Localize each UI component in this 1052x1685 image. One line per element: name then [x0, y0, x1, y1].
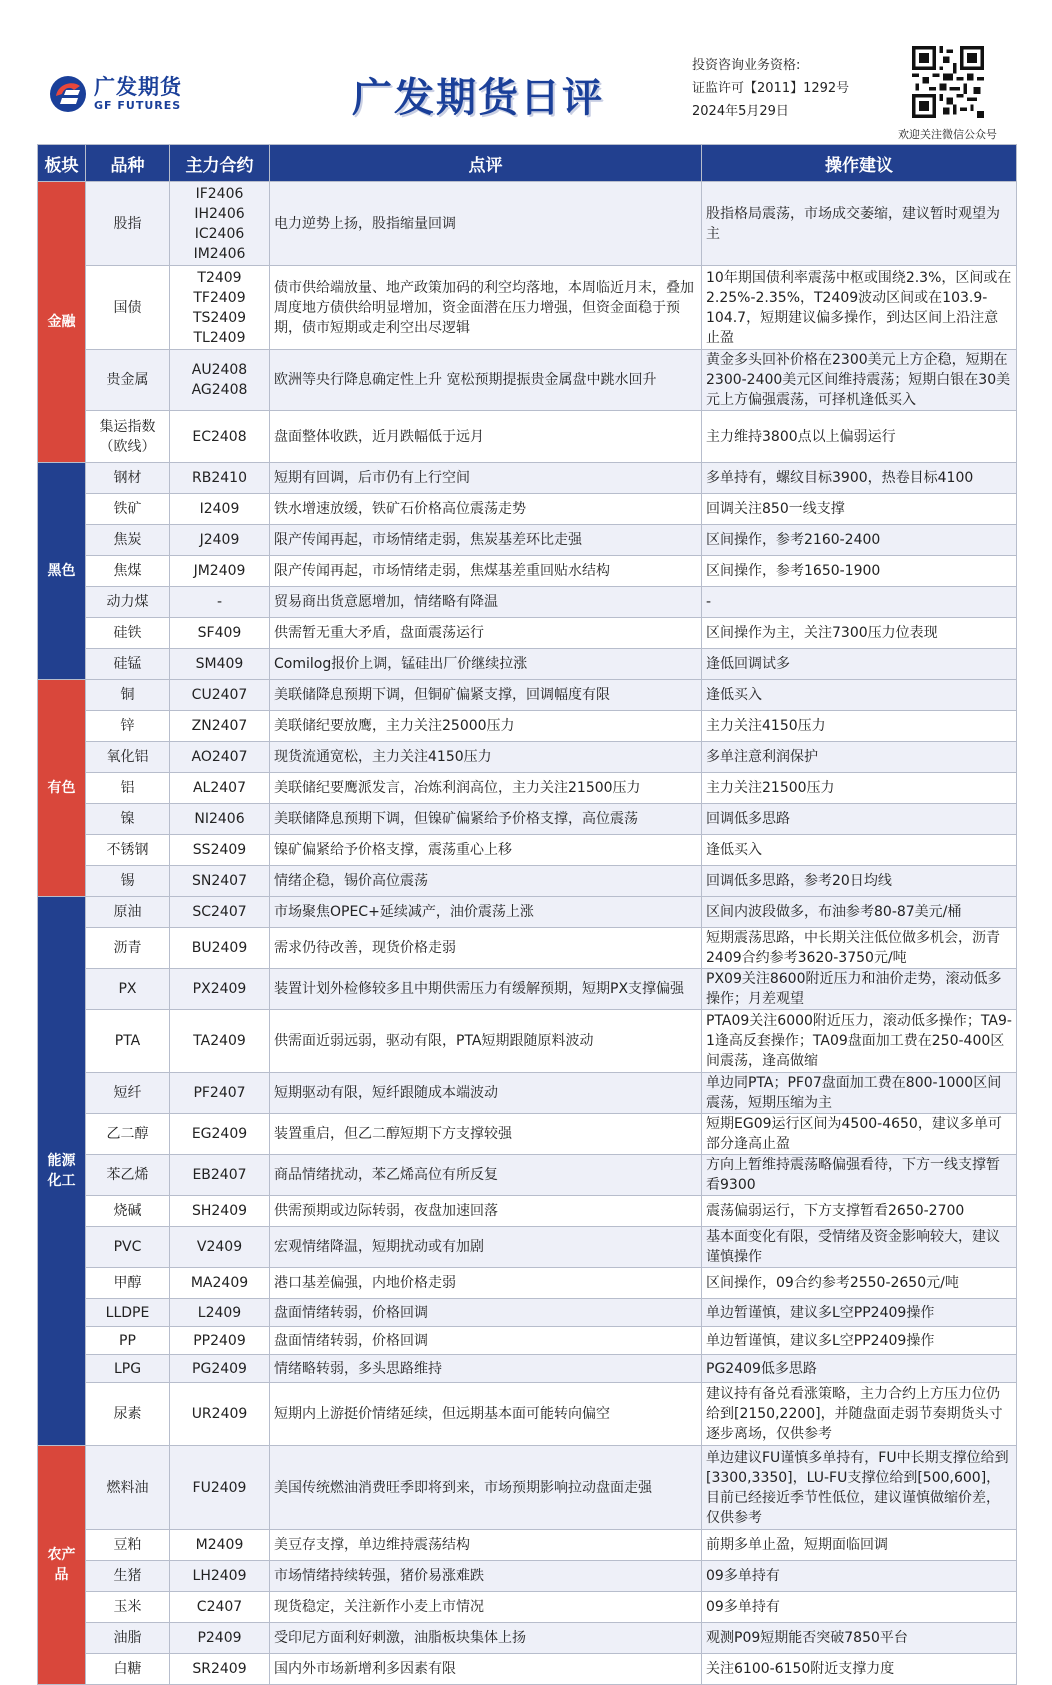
advice-cell: 09多单持有	[702, 1561, 1017, 1592]
table-row	[38, 182, 1017, 266]
header-sector: 板块	[38, 145, 86, 182]
variety-cell: PP	[86, 1327, 170, 1355]
table-row	[38, 928, 1017, 969]
comment-cell: 短期有回调，后市仍有上行空间	[270, 463, 702, 494]
license-line: 证监许可【2011】1292号	[692, 81, 850, 96]
contract-cell: ZN2407	[170, 711, 270, 742]
contract-cell: AL2407	[170, 773, 270, 804]
comment-cell: 装置计划外检修较多且中期供需压力有缓解预期，短期PX支撑偏强	[270, 969, 702, 1010]
advice-cell: 方向上暂维持震荡略偏强看待，下方一线支撑暂看9300	[702, 1155, 1017, 1196]
daily-review-table	[37, 144, 1017, 1685]
advice-cell: 区间内波段做多，布油参考80-87美元/桶	[702, 897, 1017, 928]
advice-cell: 建议持有备兑看涨策略，主力合约上方压力位仍给到[2150,2200]，并随盘面走弱节奏期货头寸逐步离场，仅供参考	[702, 1383, 1017, 1446]
advice-cell: -	[702, 587, 1017, 618]
table-row	[38, 1327, 1017, 1355]
comment-cell: 盘面整体收跌，近月跌幅低于远月	[270, 411, 702, 463]
contract-cell: SC2407	[170, 897, 270, 928]
advice-cell: 区间操作，参考1650-1900	[702, 556, 1017, 587]
contract-cell: V2409	[170, 1227, 270, 1268]
advice-cell: 回调低多思路	[702, 804, 1017, 835]
comment-cell: 情绪企稳，锡价高位震荡	[270, 866, 702, 897]
variety-cell: 白糖	[86, 1654, 170, 1685]
comment-cell: 美豆存支撑，单边维持震荡结构	[270, 1530, 702, 1561]
comment-cell: 供需预期或边际转弱，夜盘加速回落	[270, 1196, 702, 1227]
contract-cell: IF2406 IH2406 IC2406 IM2406	[170, 182, 270, 266]
comment-cell: 商品情绪扰动，苯乙烯高位有所反复	[270, 1155, 702, 1196]
contract-cell: EB2407	[170, 1155, 270, 1196]
table-row	[38, 525, 1017, 556]
contract-cell: AU2408 AG2408	[170, 350, 270, 411]
logo-cn-text: 广发期货	[94, 75, 182, 99]
table-row	[38, 1383, 1017, 1446]
variety-cell: 氧化铝	[86, 742, 170, 773]
contract-cell: BU2409	[170, 928, 270, 969]
variety-cell: 锌	[86, 711, 170, 742]
table-row	[38, 556, 1017, 587]
contract-cell: NI2406	[170, 804, 270, 835]
advice-cell: 主力关注21500压力	[702, 773, 1017, 804]
contract-cell: SM409	[170, 649, 270, 680]
advice-cell: 单边同PTA；PF07盘面加工费在800-1000区间震荡，短期压缩为主	[702, 1073, 1017, 1114]
contract-cell: UR2409	[170, 1383, 270, 1446]
sector-cell: 有色	[38, 680, 86, 897]
sector-cell: 农产品	[38, 1446, 86, 1685]
table-row	[38, 866, 1017, 897]
table-row	[38, 773, 1017, 804]
qualification-info	[692, 54, 849, 123]
advice-cell: 观测P09短期能否突破7850平台	[702, 1623, 1017, 1654]
contract-cell: JM2409	[170, 556, 270, 587]
advice-cell: 黄金多头回补价格在2300美元上方企稳，短期在2300-2400美元区间维持震荡；短期白银在30美元上方偏强震荡，可择机逢低买入	[702, 350, 1017, 411]
comment-cell: 市场聚焦OPEC+延续减产，油价震荡上涨	[270, 897, 702, 928]
advice-cell: 多单注意利润保护	[702, 742, 1017, 773]
comment-cell: 美联储纪要放鹰，主力关注25000压力	[270, 711, 702, 742]
contract-cell: PP2409	[170, 1327, 270, 1355]
header-advice: 操作建议	[702, 145, 1017, 182]
advice-cell: 单边暂谨慎，建议多L空PP2409操作	[702, 1327, 1017, 1355]
variety-cell: 铝	[86, 773, 170, 804]
variety-cell: PTA	[86, 1010, 170, 1073]
advice-cell: 区间操作，09合约参考2550-2650元/吨	[702, 1268, 1017, 1299]
comment-cell: 铁水增速放缓，铁矿石价格高位震荡走势	[270, 494, 702, 525]
comment-cell: 供需暂无重大矛盾，盘面震荡运行	[270, 618, 702, 649]
contract-cell: -	[170, 587, 270, 618]
contract-cell: P2409	[170, 1623, 270, 1654]
variety-cell: 股指	[86, 182, 170, 266]
table-row	[38, 1114, 1017, 1155]
header-comment: 点评	[270, 145, 702, 182]
contract-cell: SN2407	[170, 866, 270, 897]
table-row	[38, 1073, 1017, 1114]
comment-cell: 债市供给端放量、地产政策加码的利空均落地，本周临近月末，叠加周度地方债供给明显增加，资金面潜在压力增强，但资金面稳于预期，债市短期或走利空出尽逻辑	[270, 266, 702, 350]
table-row	[38, 1592, 1017, 1623]
contract-cell: L2409	[170, 1299, 270, 1327]
table-row	[38, 804, 1017, 835]
comment-cell: 美国传统燃油消费旺季即将到来，市场预期影响拉动盘面走强	[270, 1446, 702, 1530]
variety-cell: 铜	[86, 680, 170, 711]
contract-cell: C2407	[170, 1592, 270, 1623]
contract-cell: LH2409	[170, 1561, 270, 1592]
table-row	[38, 1530, 1017, 1561]
gf-logo-icon	[48, 74, 88, 114]
variety-cell: 硅铁	[86, 618, 170, 649]
contract-cell: FU2409	[170, 1446, 270, 1530]
contract-cell: EC2408	[170, 411, 270, 463]
table-row	[38, 1355, 1017, 1383]
variety-cell: 尿素	[86, 1383, 170, 1446]
table-header-row	[38, 145, 1017, 182]
advice-cell: PTA09关注6000附近压力，滚动低多操作；TA9-1逢高反套操作；TA09盘面加工费在250-400区间震荡，逢高做缩	[702, 1010, 1017, 1073]
table-row	[38, 969, 1017, 1010]
table-row	[38, 742, 1017, 773]
variety-cell: 乙二醇	[86, 1114, 170, 1155]
contract-cell: CU2407	[170, 680, 270, 711]
variety-cell: 油脂	[86, 1623, 170, 1654]
advice-cell: 区间操作，参考2160-2400	[702, 525, 1017, 556]
variety-cell: 钢材	[86, 463, 170, 494]
table-row	[38, 1623, 1017, 1654]
variety-cell: 沥青	[86, 928, 170, 969]
table-row	[38, 494, 1017, 525]
report-header	[0, 0, 1052, 142]
report-date: 2024年5月29日	[692, 104, 789, 119]
header-contract: 主力合约	[170, 145, 270, 182]
table-row	[38, 587, 1017, 618]
variety-cell: 不锈钢	[86, 835, 170, 866]
table-row	[38, 1227, 1017, 1268]
variety-cell: 生猪	[86, 1561, 170, 1592]
contract-cell: EG2409	[170, 1114, 270, 1155]
advice-cell: 多单持有，螺纹目标3900，热卷目标4100	[702, 463, 1017, 494]
table-row	[38, 1446, 1017, 1530]
contract-cell: J2409	[170, 525, 270, 556]
comment-cell: 美联储降息预期下调，但镍矿偏紧给予价格支撑，高位震荡	[270, 804, 702, 835]
comment-cell: 港口基差偏强，内地价格走弱	[270, 1268, 702, 1299]
variety-cell: 硅锰	[86, 649, 170, 680]
comment-cell: 宏观情绪降温，短期扰动或有加剧	[270, 1227, 702, 1268]
sector-cell: 能源 化工	[38, 897, 86, 1446]
variety-cell: LPG	[86, 1355, 170, 1383]
contract-cell: RB2410	[170, 463, 270, 494]
variety-cell: 焦炭	[86, 525, 170, 556]
table-row	[38, 649, 1017, 680]
table-row	[38, 1268, 1017, 1299]
advice-cell: 10年期国债利率震荡中枢或围绕2.3%，区间或在2.25%-2.35%，T2409波动区间或在103.9-104.7，短期建议偏多操作，到达区间上沿注意止盈	[702, 266, 1017, 350]
variety-cell: 动力煤	[86, 587, 170, 618]
comment-cell: 盘面情绪转弱，价格回调	[270, 1299, 702, 1327]
comment-cell: 贸易商出货意愿增加，情绪略有降温	[270, 587, 702, 618]
comment-cell: 盘面情绪转弱，价格回调	[270, 1327, 702, 1355]
comment-cell: 国内外市场新增利多因素有限	[270, 1654, 702, 1685]
variety-cell: 苯乙烯	[86, 1155, 170, 1196]
advice-cell: PG2409低多思路	[702, 1355, 1017, 1383]
contract-cell: SH2409	[170, 1196, 270, 1227]
variety-cell: PX	[86, 969, 170, 1010]
comment-cell: 短期内上游挺价情绪延续，但远期基本面可能转向偏空	[270, 1383, 702, 1446]
contract-cell: SF409	[170, 618, 270, 649]
comment-cell: 美联储降息预期下调，但铜矿偏紧支撑，回调幅度有限	[270, 680, 702, 711]
qualification-line: 投资咨询业务资格:	[692, 58, 801, 73]
comment-cell: 短期驱动有限，短纤跟随成本端波动	[270, 1073, 702, 1114]
comment-cell: 现货稳定，关注新作小麦上市情况	[270, 1592, 702, 1623]
variety-cell: 国债	[86, 266, 170, 350]
comment-cell: 受印尼方面利好刺激，油脂板块集体上扬	[270, 1623, 702, 1654]
table-row	[38, 1155, 1017, 1196]
header-variety: 品种	[86, 145, 170, 182]
variety-cell: 燃料油	[86, 1446, 170, 1530]
advice-cell: 逢低买入	[702, 835, 1017, 866]
contract-cell: MA2409	[170, 1268, 270, 1299]
comment-cell: 市场情绪持续转强，猪价易涨难跌	[270, 1561, 702, 1592]
variety-cell: 锡	[86, 866, 170, 897]
comment-cell: 装置重启，但乙二醇短期下方支撑较强	[270, 1114, 702, 1155]
contract-cell: PX2409	[170, 969, 270, 1010]
advice-cell: 09多单持有	[702, 1592, 1017, 1623]
table-row	[38, 711, 1017, 742]
variety-cell: 烧碱	[86, 1196, 170, 1227]
qr-caption: 欢迎关注微信公众号	[898, 128, 997, 141]
comment-cell: 现货流通宽松，主力关注4150压力	[270, 742, 702, 773]
comment-cell: 欧洲等央行降息确定性上升 宽松预期提振贵金属盘中跳水回升	[270, 350, 702, 411]
contract-cell: M2409	[170, 1530, 270, 1561]
table-row	[38, 618, 1017, 649]
page-title: 广发期货日评	[352, 74, 604, 121]
contract-cell: PG2409	[170, 1355, 270, 1383]
advice-cell: 关注6100-6150附近支撑力度	[702, 1654, 1017, 1685]
table-row	[38, 1561, 1017, 1592]
advice-cell: 主力维持3800点以上偏弱运行	[702, 411, 1017, 463]
advice-cell: 前期多单止盈，短期面临回调	[702, 1530, 1017, 1561]
contract-cell: I2409	[170, 494, 270, 525]
advice-cell: 单边建议FU谨慎多单持有，FU中长期支撑位给到[3300,3350]，LU-FU支撑位给到[500,600]，目前已经接近季节性低位，建议谨慎做缩价差，仅供参考	[702, 1446, 1017, 1530]
advice-cell: 短期EG09运行区间为4500-4650，建议多单可部分逢高止盈	[702, 1114, 1017, 1155]
contract-cell: SR2409	[170, 1654, 270, 1685]
table-row	[38, 463, 1017, 494]
contract-cell: AO2407	[170, 742, 270, 773]
variety-cell: 镍	[86, 804, 170, 835]
comment-cell: 限产传闻再起，市场情绪走弱，焦煤基差重回贴水结构	[270, 556, 702, 587]
variety-cell: 玉米	[86, 1592, 170, 1623]
table-row	[38, 680, 1017, 711]
variety-cell: 甲醇	[86, 1268, 170, 1299]
comment-cell: 情绪略转弱，多头思路维持	[270, 1355, 702, 1383]
variety-cell: 原油	[86, 897, 170, 928]
advice-cell: 回调低多思路，参考20日均线	[702, 866, 1017, 897]
comment-cell: 镍矿偏紧给予价格支撑，震荡重心上移	[270, 835, 702, 866]
comment-cell: 电力逆势上扬，股指缩量回调	[270, 182, 702, 266]
advice-cell: 逢低买入	[702, 680, 1017, 711]
table-body	[38, 182, 1017, 1685]
advice-cell: 基本面变化有限，受情绪及资金影响较大，建议谨慎操作	[702, 1227, 1017, 1268]
comment-cell: 供需面近弱远弱，驱动有限，PTA短期跟随原料波动	[270, 1010, 702, 1073]
table-row	[38, 897, 1017, 928]
comment-cell: Comilog报价上调，锰硅出厂价继续拉涨	[270, 649, 702, 680]
variety-cell: 短纤	[86, 1073, 170, 1114]
variety-cell: 集运指数 （欧线）	[86, 411, 170, 463]
contract-cell: SS2409	[170, 835, 270, 866]
contract-cell: T2409 TF2409 TS2409 TL2409	[170, 266, 270, 350]
variety-cell: PVC	[86, 1227, 170, 1268]
sector-cell: 金融	[38, 182, 86, 463]
advice-cell: 区间操作为主，关注7300压力位表现	[702, 618, 1017, 649]
advice-cell: 股指格局震荡，市场成交萎缩，建议暂时观望为主	[702, 182, 1017, 266]
sector-cell: 黑色	[38, 463, 86, 680]
table-row	[38, 835, 1017, 866]
table-row	[38, 411, 1017, 463]
advice-cell: 回调关注850一线支撑	[702, 494, 1017, 525]
advice-cell: PX09关注8600附近压力和油价走势，滚动低多操作；月差观望	[702, 969, 1017, 1010]
comment-cell: 限产传闻再起，市场情绪走弱，焦炭基差环比走强	[270, 525, 702, 556]
table-row	[38, 1010, 1017, 1073]
table-row	[38, 1196, 1017, 1227]
advice-cell: 逢低回调试多	[702, 649, 1017, 680]
advice-cell: 主力关注4150压力	[702, 711, 1017, 742]
gf-futures-logo	[48, 74, 182, 114]
qr-code-icon[interactable]	[912, 46, 984, 118]
table-row	[38, 266, 1017, 350]
advice-cell: 震荡偏弱运行，下方支撑暂看2650-2700	[702, 1196, 1017, 1227]
advice-cell: 短期震荡思路，中长期关注低位做多机会，沥青2409合约参考3620-3750元/吨	[702, 928, 1017, 969]
contract-cell: TA2409	[170, 1010, 270, 1073]
advice-cell: 单边暂谨慎，建议多L空PP2409操作	[702, 1299, 1017, 1327]
comment-cell: 需求仍待改善，现货价格走弱	[270, 928, 702, 969]
variety-cell: 铁矿	[86, 494, 170, 525]
variety-cell: 贵金属	[86, 350, 170, 411]
variety-cell: 焦煤	[86, 556, 170, 587]
variety-cell: 豆粕	[86, 1530, 170, 1561]
table-row	[38, 1299, 1017, 1327]
variety-cell: LLDPE	[86, 1299, 170, 1327]
table-row	[38, 350, 1017, 411]
logo-en-text: GF FUTURES	[94, 99, 182, 112]
contract-cell: PF2407	[170, 1073, 270, 1114]
comment-cell: 美联储纪要鹰派发言，冶炼利润高位，主力关注21500压力	[270, 773, 702, 804]
